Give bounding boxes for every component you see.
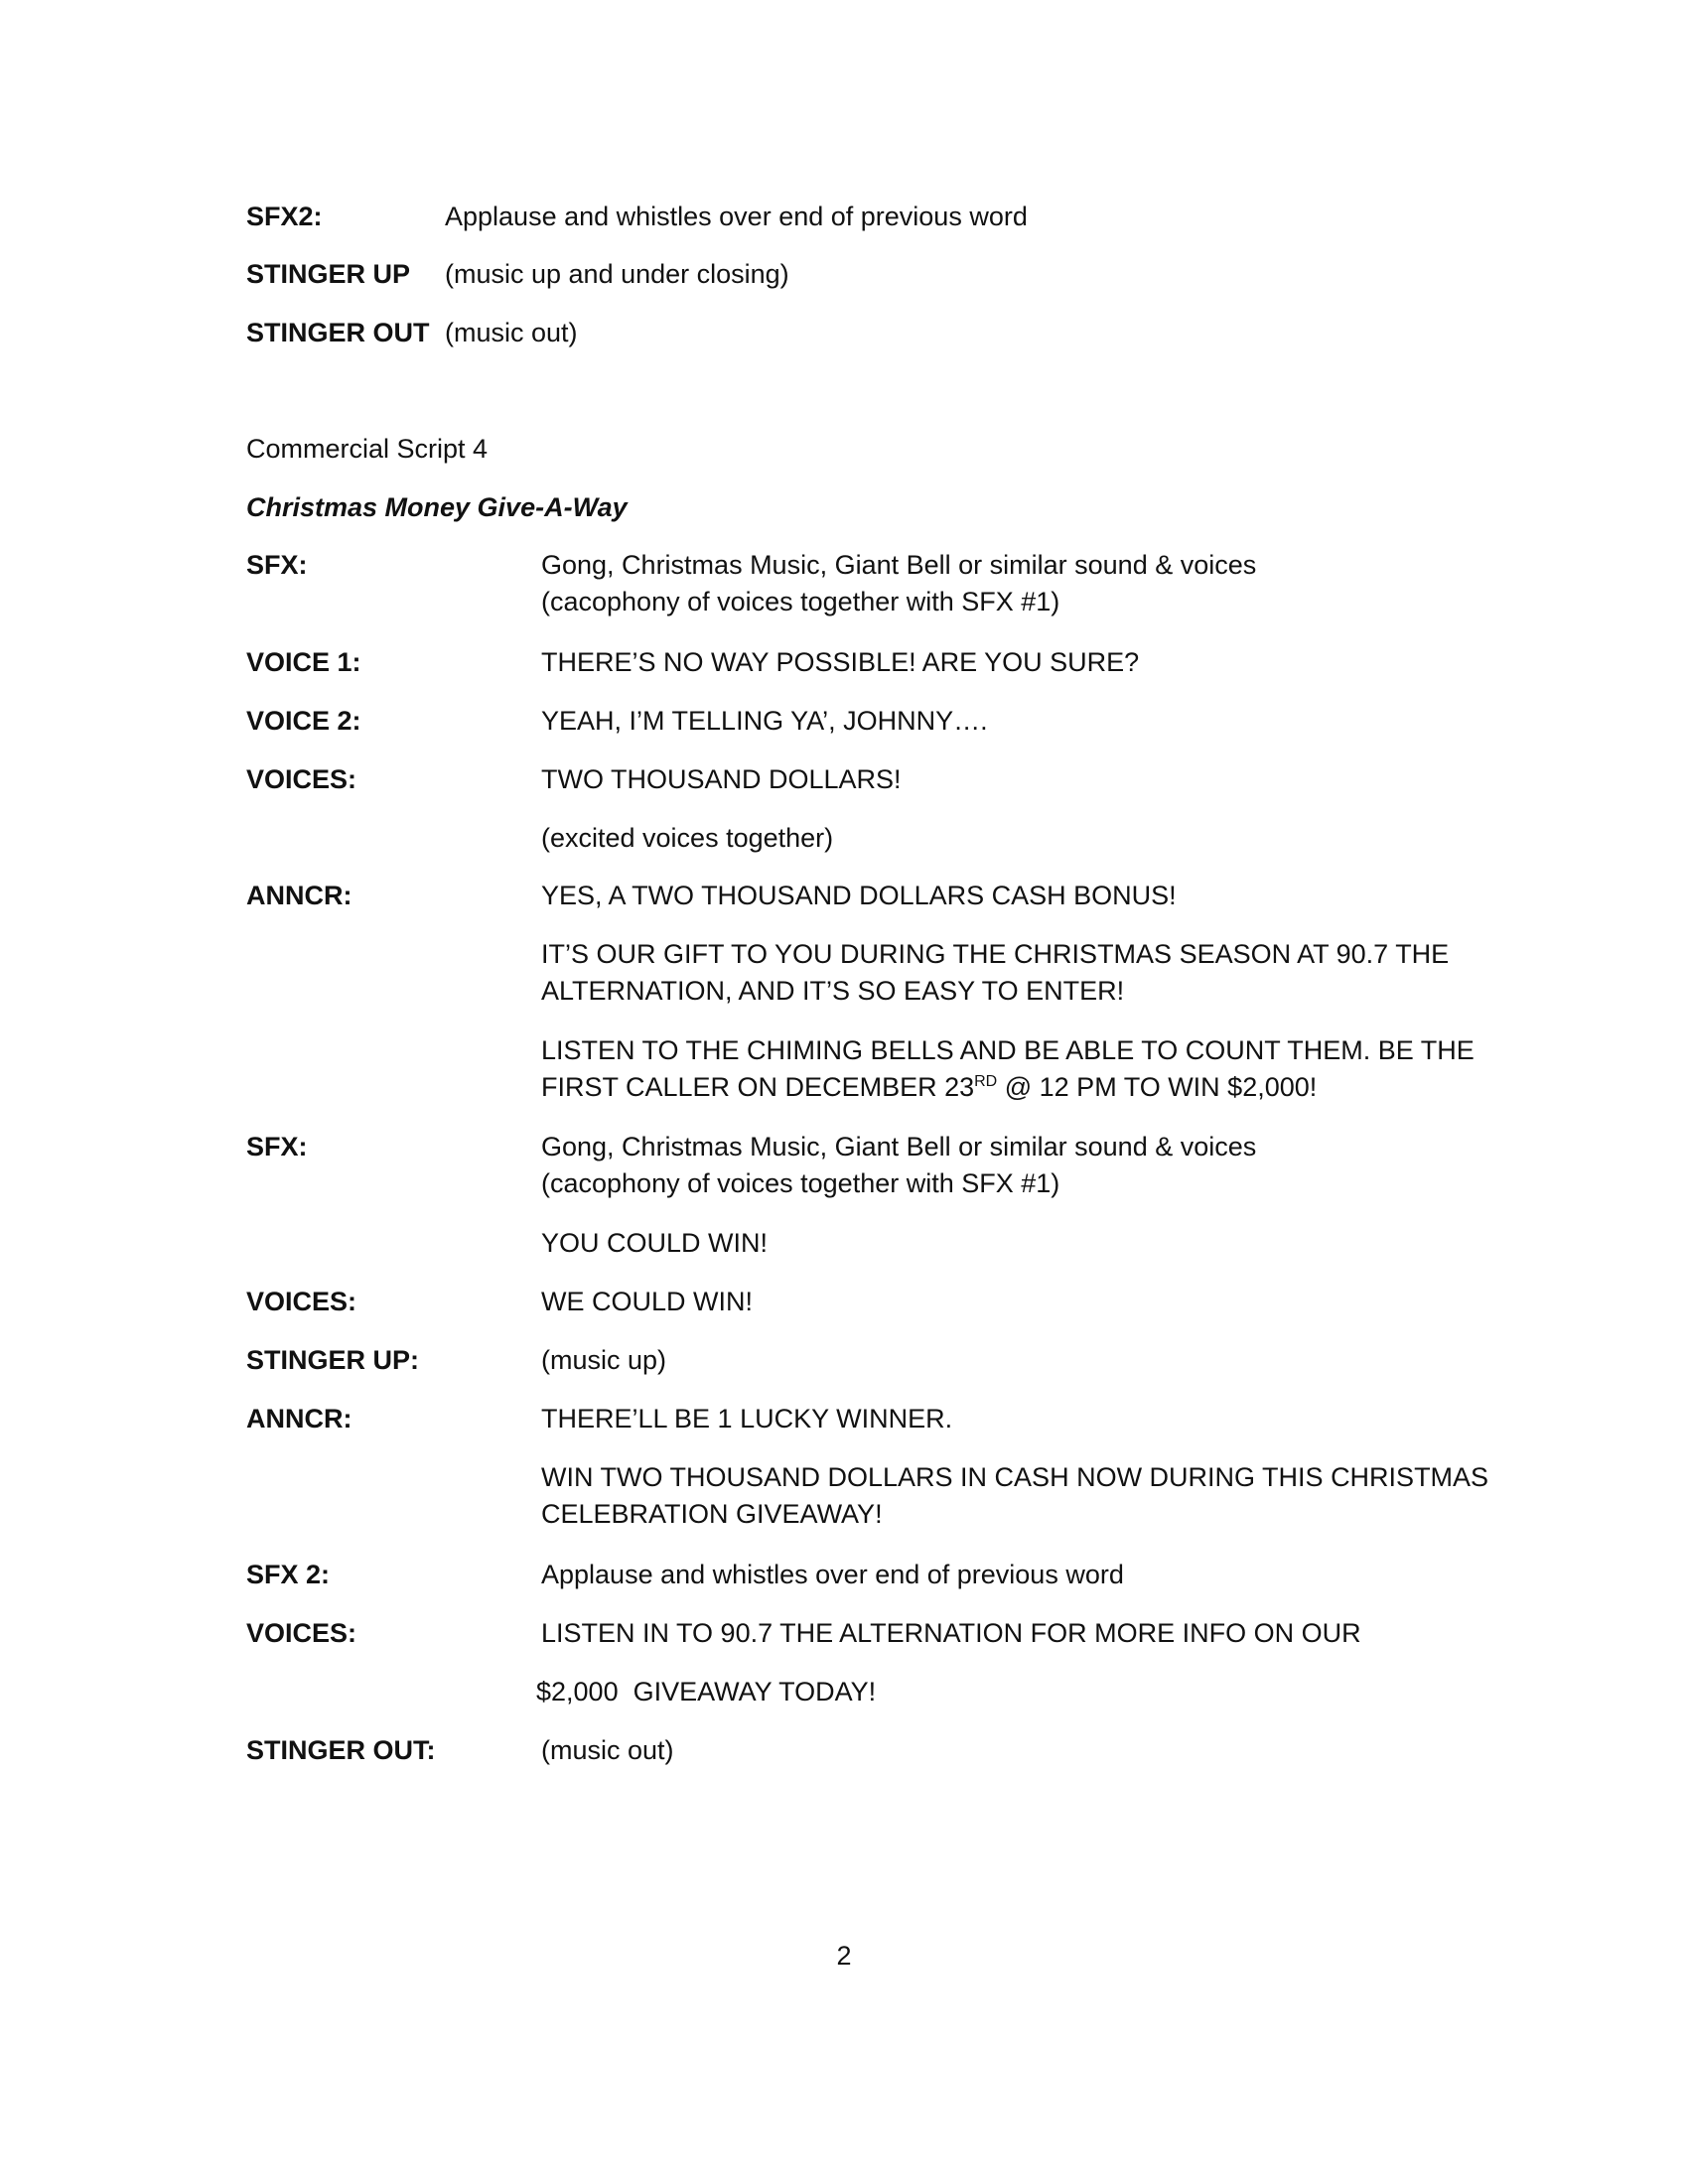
script-subtitle: Commercial Script 4 — [246, 434, 489, 464]
cue-text: (excited voices together) — [541, 823, 834, 853]
cue-text: (cacophony of voices together with SFX #1) — [541, 1168, 1060, 1198]
cue-text-part: FIRST CALLER ON DECEMBER 23 — [541, 1072, 975, 1102]
cue-text: (music out) — [541, 1735, 674, 1765]
cue-text: $2,000 GIVEAWAY TODAY! — [536, 1677, 877, 1706]
cue-text: Applause and whistles over end of previous word — [445, 202, 1028, 231]
cue-text: WIN TWO THOUSAND DOLLARS IN CASH NOW DURING THIS CHRISTMAS — [541, 1462, 1489, 1492]
cue-text: YOU COULD WIN! — [541, 1228, 769, 1258]
cue-text — [541, 1069, 1317, 1106]
cue-text: YES, A TWO THOUSAND DOLLARS CASH BONUS! — [541, 881, 1177, 910]
cue-label: ANNCR: — [246, 881, 352, 910]
cue-text: Gong, Christmas Music, Giant Bell or similar sound & voices — [541, 1132, 1257, 1161]
cue-label: VOICES: — [246, 1618, 357, 1648]
cue-label: STINGER UP: — [246, 1345, 420, 1375]
cue-text: LISTEN IN TO 90.7 THE ALTERNATION FOR MORE INFO ON OUR — [541, 1618, 1361, 1648]
cue-text: (music up) — [541, 1345, 667, 1375]
cue-label: STINGER OUT: — [246, 1735, 436, 1765]
cue-label: SFX 2: — [246, 1560, 331, 1589]
cue-text: Applause and whistles over end of previous word — [541, 1560, 1124, 1589]
cue-text-part: @ 12 PM TO WIN $2,000! — [997, 1072, 1318, 1102]
cue-label: VOICE 2: — [246, 706, 361, 736]
ordinal-suffix: RD — [974, 1073, 998, 1090]
cue-text: YEAH, I’M TELLING YA’, JOHNNY…. — [541, 706, 988, 736]
cue-label: VOICES: — [246, 764, 357, 794]
cue-text: IT’S OUR GIFT TO YOU DURING THE CHRISTMAS SEASON AT 90.7 THE — [541, 939, 1450, 969]
cue-label: STINGER UP — [246, 259, 411, 289]
cue-text: LISTEN TO THE CHIMING BELLS AND BE ABLE TO COUNT THEM. BE THE — [541, 1035, 1475, 1065]
cue-label: SFX: — [246, 550, 308, 580]
cue-text: (music up and under closing) — [445, 259, 789, 289]
cue-text: Gong, Christmas Music, Giant Bell or similar sound & voices — [541, 550, 1257, 580]
cue-text: THERE’LL BE 1 LUCKY WINNER. — [541, 1404, 953, 1433]
cue-text: (cacophony of voices together with SFX #1) — [541, 587, 1060, 616]
cue-text: ALTERNATION, AND IT’S SO EASY TO ENTER! — [541, 976, 1125, 1006]
cue-text: TWO THOUSAND DOLLARS! — [541, 764, 902, 794]
cue-text: (music out) — [445, 318, 578, 347]
cue-text: WE COULD WIN! — [541, 1287, 753, 1316]
script-title: Christmas Money Give-A-Way — [246, 492, 628, 522]
cue-label: SFX: — [246, 1132, 308, 1161]
cue-label: ANNCR: — [246, 1404, 352, 1433]
cue-label: SFX2: — [246, 202, 323, 231]
cue-label: VOICE 1: — [246, 647, 361, 677]
cue-text: THERE’S NO WAY POSSIBLE! ARE YOU SURE? — [541, 647, 1140, 677]
page-number: 2 — [836, 1941, 852, 1971]
cue-label: VOICES: — [246, 1287, 357, 1316]
cue-label: STINGER OUT — [246, 318, 430, 347]
cue-text: CELEBRATION GIVEAWAY! — [541, 1499, 883, 1529]
